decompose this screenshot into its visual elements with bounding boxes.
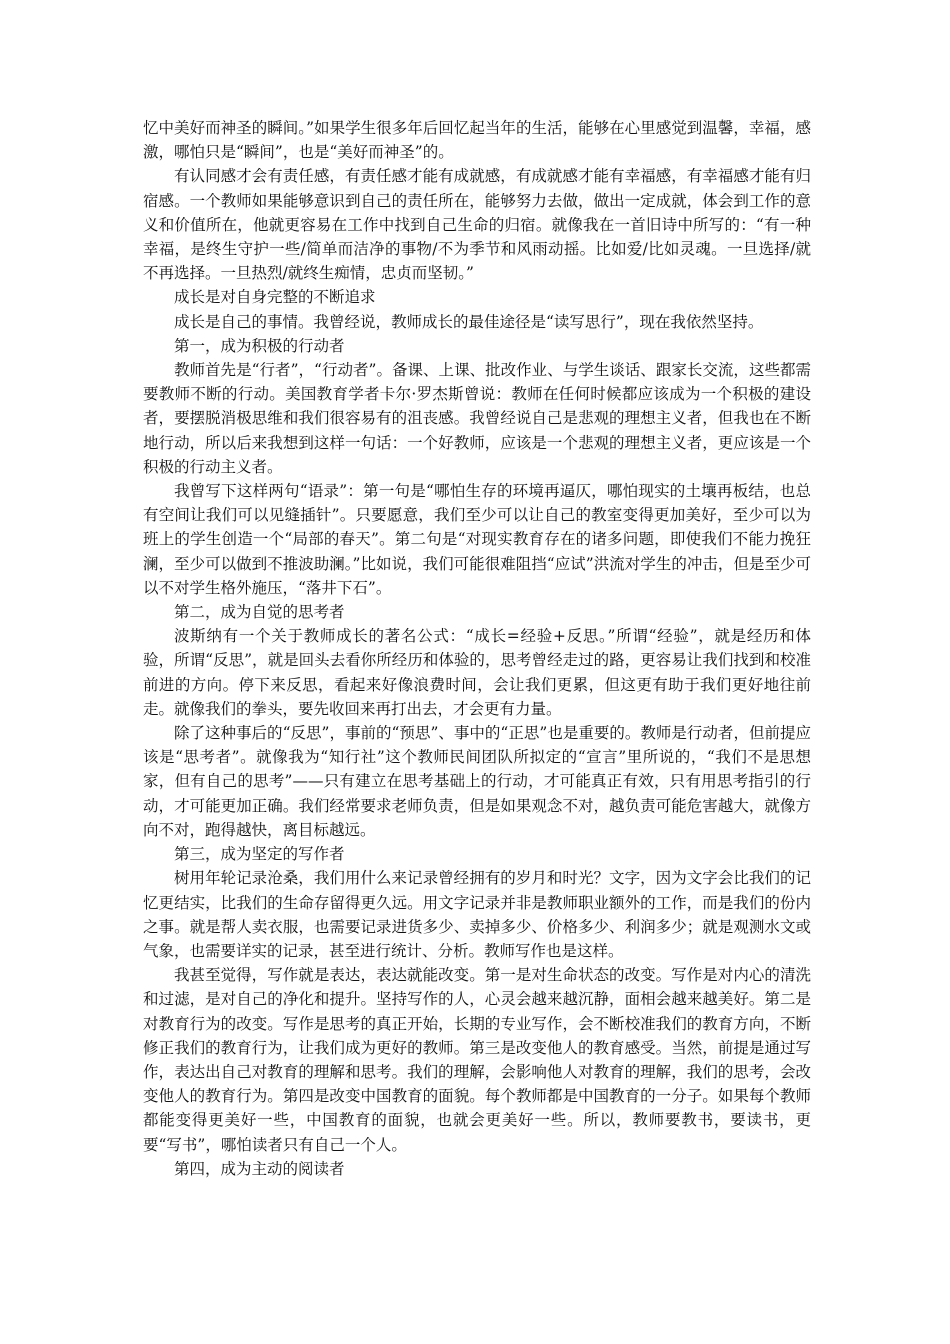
section-heading-third: 第三，成为坚定的写作者 [174, 845, 345, 864]
section-heading-second: 第二，成为自觉的思考者 [174, 603, 345, 622]
paragraph-7: 除了这种事后的“反思”，事前的“预思”、事中的“正思”也是重要的。教师是行动者，但前提应该是“思考者”。就像我为“知行社”这个教师民间团队所拟定的“宣言”里所说的，“我们不是思想家，但有自己的思考”——只有建立在思考基础上的行动，才可能真正有效，只有用思考指引的行动，才可能更加正确。我们经常要求老师负责，但是如果观念不对，越负责可能危害越大，就像方向不对，跑得越快，离目标越远。 [143, 724, 811, 839]
section-heading-growth: 成长是对自身完整的不断追求 [174, 288, 376, 307]
paragraph-4: 教师首先是“行者”，“行动者”。备课、上课、批改作业、与学生谈话、跟家长交流，这些都需要教师不断的行动。美国教育学者卡尔·罗杰斯曾说：教师在任何时候都应该成为一个积极的建设者，要摆脱消极思维和我们很容易有的沮丧感。我曾经说自己是悲观的理想主义者，但我也在不断地行动，所以后来我想到这样一句话：一个好教师，应该是一个悲观的理想主义者，更应该是一个积极的行动主义者。 [143, 361, 811, 476]
paragraph-3: 成长是自己的事情。我曾经说，教师成长的最佳途径是“读写思行”，现在我依然坚持。 [174, 312, 764, 331]
paragraph-5: 我曾写下这样两句“语录”：第一句是“哪怕生存的环境再逼仄，哪怕现实的土壤再板结，也总有空间让我们可以见缝插针”。只要愿意，我们至少可以让自己的教室变得更加美好，至少可以为班上的学生创造一个“局部的春天”。第二句是“对现实教育存在的诸多问题，即使我们不能力挽狂澜，至少可以做到不推波助澜。”比如说，我们可能很难阻挡“应试”洪流对学生的冲击，但是至少可以不对学生格外施压，“落井下石”。 [143, 482, 811, 597]
document-page [143, 116, 811, 1181]
paragraph-6: 波斯纳有一个关于教师成长的著名公式：“成长=经验+反思。”所谓“经验”，就是经历和体验，所谓“反思”，就是回头去看你所经历和体验的，思考曾经走过的路，更容易让我们找到和校准前进的方向。停下来反思，看起来好像浪费时间，会让我们更累，但这更有助于我们更好地往前走。就像我们的拳头，要先收回来再打出去，才会更有力量。 [143, 627, 811, 718]
section-heading-fourth: 第四，成为主动的阅读者 [174, 1159, 345, 1178]
paragraph-2: 有认同感才会有责任感，有责任感才能有成就感，有成就感才能有幸福感，有幸福感才能有归宿感。一个教师如果能够意识到自己的责任所在，能够努力去做，做出一定成就，体会到工作的意义和价值所在，他就更容易在工作中找到自己生命的归宿。就像我在一首旧诗中所写的：“有一种幸福，是终生守护一些/简单而洁净的事物/不为季节和风雨动摇。比如爱/比如灵魂。一旦选择/就不再选择。一旦热烈/就终生痴情，忠贞而坚韧。” [143, 167, 811, 283]
paragraph-9: 我甚至觉得，写作就是表达，表达就能改变。第一是对生命状态的改变。写作是对内心的清洗和过滤，是对自己的净化和提升。坚持写作的人，心灵会越来越沉静，面相会越来越美好。第二是对教育行为的改变。写作是思考的真正开始，长期的专业写作，会不断校准我们的教育方向，不断修正我们的教育行为，让我们成为更好的教师。第三是改变他人的教育感受。当然，前提是通过写作，表达出自己对教育的理解和思考。我们的理解，会影响他人对教育的理解，我们的思考，会改变他人的教育行为。第四是改变中国教育的面貌。每个教师都是中国教育的一分子。如果每个教师都能变得更美好一些，中国教育的面貌，也就会更美好一些。所以，教师要教书，要读书，更要“写书”，哪怕读者只有自己一个人。 [143, 966, 811, 1154]
paragraph-8: 树用年轮记录沧桑，我们用什么来记录曾经拥有的岁月和时光？文字，因为文字会比我们的记忆更结实，比我们的生命存留得更久远。用文字记录并非是教师职业额外的工作，而是我们的份内之事。就是帮人卖衣服，也需要记录进货多少、卖掉多少、价格多少、利润多少；就是观测水文或气象，也需要详实的记录，甚至进行统计、分析。教师写作也是这样。 [143, 869, 811, 960]
section-heading-first: 第一，成为积极的行动者 [174, 336, 345, 355]
paragraph-1: 忆中美好而神圣的瞬间。”如果学生很多年后回忆起当年的生活，能够在心里感觉到温馨，幸福，感激，哪怕只是“瞬间”，也是“美好而神圣”的。 [143, 119, 811, 162]
